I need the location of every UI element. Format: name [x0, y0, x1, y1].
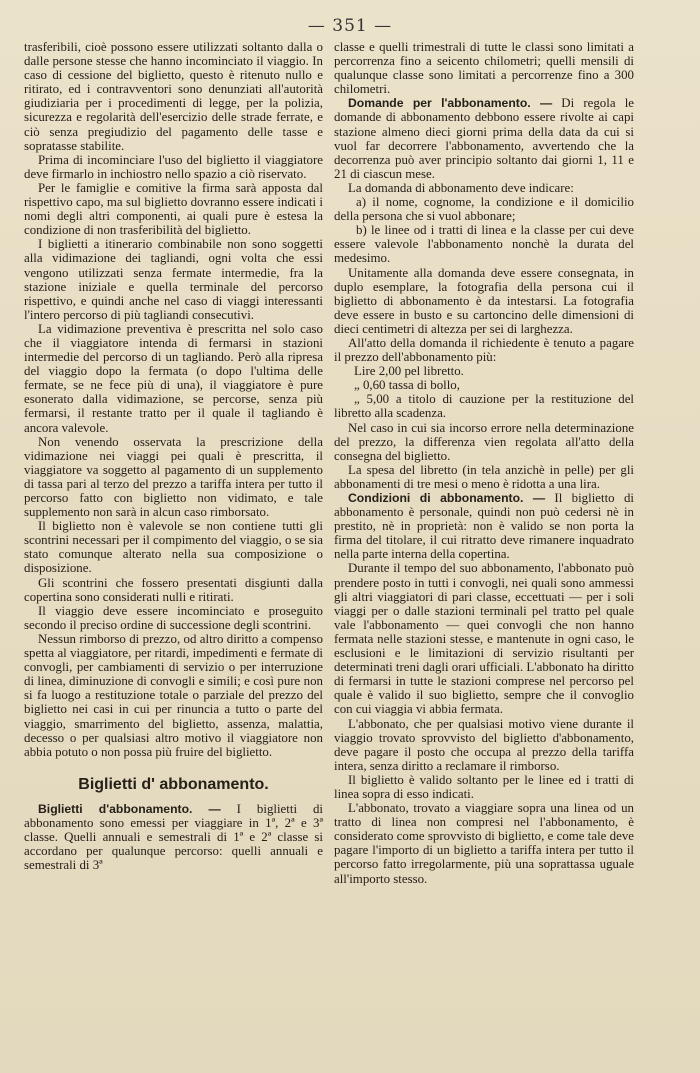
run-in-heading: Condizioni di abbonamento. — [348, 491, 546, 505]
left-column [24, 40, 323, 1060]
paragraph: La domanda di abbonamento deve indicare: [348, 180, 574, 195]
paragraph: L'abbonato, trovato a viaggiare sopra una linea od un tratto di linea non compresi nel l'abbonamento, è considerato come sprovvisto di biglietto, e come tale deve pagare l'importo di un biglietto a tariffa intera per tutto il percorso fatto irregolarmente, più una soprattassa uguale all'importo stesso. [334, 801, 634, 886]
paragraph-text: I biglietti di abbonamento sono emessi per viaggiare in 1ª, 2ª e 3ª classe. Quelli annuali e semestrali di 1ª e 2ª classe si accordano per qualunque percorso: quelli annuali e semestrali di 3ª [24, 801, 323, 873]
paragraph: All'atto della domanda il richiedente è tenuto a pagare il prezzo dell'abbonamento più: [334, 335, 634, 365]
list-item: b) le linee od i tratti di linea e la classe per cui deve essere valevole l'abbonamento nonchè la durata del medesimo. [334, 223, 634, 266]
paragraph [24, 802, 323, 872]
paragraph: Durante il tempo del suo abbonamento, l'abbonato può prendere posto in tutti i convogli, nei quali sono ammessi gli altri viaggiatori di pari classe, eccettuati — per i soli viaggi per o dalle stazioni terminali pel tratto pel quale vale l'abbonamento — quei convogli che non hanno fermata nelle stazioni stesse, e mantenute in ogni caso, le esclusioni e le limitazioni di servizio risultanti per determinati treni dagli orari ufficiali. L'abbonato ha diritto di fermarsi in tutte le stazioni comprese nel percorso pel quale è valido il suo biglietto, sempre che il convoglio con cui viaggia vi abbia fermata. [334, 561, 634, 717]
paragraph: classe e quelli trimestrali di tutte le classi sono limitati a percorrenza fino a seicento chilometri; quelli mensili di qualunque classe sono limitati a percorrenze fino a 300 chilometri. [334, 40, 634, 97]
fee-item: „ 5,00 a titolo di cauzione per la restituzione del libretto alla scadenza. [334, 392, 634, 421]
paragraph: Unitamente alla domanda deve essere consegnata, in duplo esemplare, la fotografia della persona cui il biglietto di abbonamento è da intestarsi. La fotografia deve essere in busto e su cartoncino delle dimensioni di dieci centimetri di altezza per sei di larghezza. [334, 265, 634, 336]
paragraph: I biglietti a itinerario combinabile non sono soggetti alla vidimazione dei tagliandi, ogni volta che essi vengono utilizzati senza fermate intermedie, fra la stazione iniziale e quella terminale del percorso rispettivo, e quindi anche nel caso di viaggi interessanti l'intero percorso di più tagliandi consecutivi. [24, 237, 323, 322]
paragraph: Il viaggio deve essere incominciato e proseguito secondo il preciso ordine di successione degli scontrini. [24, 603, 323, 632]
paragraph: Non venendo osservata la prescrizione della vidimazione nei viaggi pei quali è prescritta, il viaggiatore va soggetto al pagamento di un supplemento di tassa pari al terzo del prezzo a tariffa intera per tutto il percorso fatto con biglietto non vidimato, e tale supplemento non sarà in alcun caso rimborsato. [24, 434, 323, 520]
paragraph [334, 96, 634, 181]
list-item: a) il nome, cognome, la condizione e il domicilio della persona che si vuol abbonare; [334, 195, 634, 224]
paragraph: Il biglietto è valido soltanto per le linee ed i tratti di linea sopra di esso indicati. [334, 772, 634, 801]
page-number: — 351 — [307, 16, 393, 36]
paragraph: La vidimazione preventiva è prescritta nel solo caso che il viaggiatore intenda di fermarsi in stazioni intermedie del percorso di un tagliando. Però alla ripresa del viaggio dopo la fermata (o dopo l'ultima delle fermate, se ne fece più di una), il viaggiatore è pure esonerato dalla vidimazione, se percorse, senza più fermarsi, il restante tratto per il quale il tagliando è ancora valevole. [24, 321, 323, 435]
paragraph: Nessun rimborso di prezzo, od altro diritto a compenso spetta al viaggiatore, per ritardi, impedimenti e fermate di convogli, per cambiamenti di servizio o per interruzione di linea, diminuzione di convogli e simili; e così pure non si fa luogo a restituzione totale o parziale del prezzo del biglietto nei casi in cui per rinuncia a tutto o parte del viaggio, smarrimento del biglietto, assenza, malattia, decesso o per qualsiasi altro motivo il viaggiatore non abbia potuto o non possa più fruire del biglietto. [24, 631, 323, 759]
paragraph: Prima di incominciare l'uso del biglietto il viaggiatore deve firmarlo in inchiostro nello spazio a ciò riservato. [24, 152, 323, 181]
paragraph [334, 491, 634, 561]
fee-item: Lire 2,00 pel libretto. [354, 364, 464, 379]
paragraph: Per le famiglie e comitive la firma sarà apposta dal rispettivo capo, ma sul biglietto dovranno essere indicati i nomi degli altri componenti, ai quali pure è estesa la condizione di non trasferibilità del biglietto. [24, 180, 323, 238]
right-column [334, 40, 634, 1060]
paragraph-text: Di regola le domande di abbonamento debbono essere rivolte ai capi stazione almeno dieci giorni prima della data da cui si vuol far decorrere l'abbonamento, avvertendo che la decorrenza può aver principio soltanto dai giorni 1, 11 e 21 di ciascun mese. [334, 96, 634, 181]
fee-item: „ 0,60 tassa di bollo, [354, 378, 460, 393]
run-in-heading: Biglietti d'abbonamento. — [38, 801, 221, 816]
paragraph: Gli scontrini che fossero presentati disgiunti dalla copertina sono considerati nulli e ritirati. [24, 575, 323, 604]
paragraph: L'abbonato, che per qualsiasi motivo viene durante il viaggio trovato sprovvisto del biglietto d'abbonamento, deve pagare il posto che occupa al prezzo della tariffa intera, senza diritto a reclamare il rimborso. [334, 716, 634, 773]
paragraph: Il biglietto non è valevole se non contiene tutti gli scontrini necessari per il compimento del viaggio, o se sia stato comunque alterato nella sua composizione o disposizione. [24, 519, 323, 576]
run-in-heading: Domande per l'abbonamento. — [348, 96, 553, 111]
paragraph-text: Il biglietto di abbonamento è personale, quindi non può cedersi nè in prestito, nè in proprietà: non è valido se non porta la firma del titolare, il cui ritratto deve rimanere inquadrato nella parte interna della copertina. [334, 491, 634, 562]
paragraph: Nel caso in cui sia incorso errore nella determinazione del prezzo, la differenza vien regolata all'atto della consegna del biglietto. [334, 420, 634, 463]
section-heading: Biglietti d' abbonamento. [78, 775, 269, 793]
paragraph: trasferibili, cioè possono essere utilizzati soltanto dalla o dalle persone stesse che hanno incominciato il viaggio. In caso di cessione del biglietto, questo è ritenuto nullo e ritirato, ed i contravventori sono denunziati all'autorità giudiziaria per i procedimenti di legge, per la polizia, sicurezza e regolarità dell'esercizio delle strade ferrate, e ciò senza pregiudizio del pagamento delle tasse e sopratasse stabilite. [24, 40, 323, 153]
paragraph: La spesa del libretto (in tela anzichè in pelle) per gli abbonamenti di tre mesi o meno è ridotta a una lira. [334, 462, 634, 491]
